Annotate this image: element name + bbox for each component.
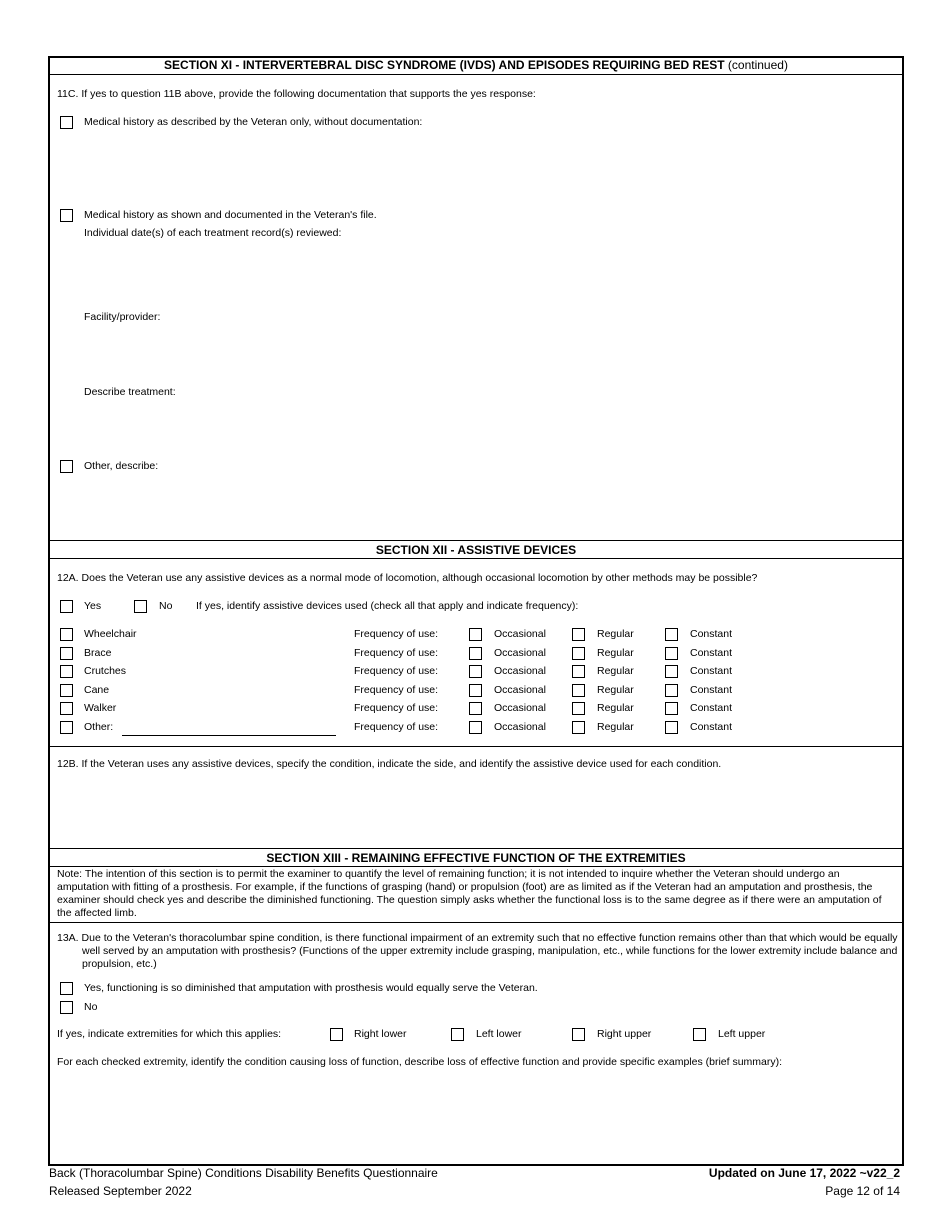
right-upper-label: Right upper <box>597 1028 652 1040</box>
documented-checkbox[interactable] <box>60 209 73 222</box>
device-label: Wheelchair <box>84 628 137 640</box>
facility-label: Facility/provider: <box>84 311 161 323</box>
left-lower-label: Left lower <box>476 1028 522 1040</box>
constant-label: Constant <box>690 665 733 677</box>
occasional-checkbox[interactable] <box>469 721 482 734</box>
left-upper-checkbox[interactable] <box>693 1028 706 1041</box>
no-checkbox[interactable] <box>134 600 147 613</box>
question-12a: 12A. Does the Veteran use any assistive devices as a normal mode of locomotion, although occasional locomotion by other methods may be possible? <box>57 572 758 584</box>
device-checkbox[interactable] <box>60 628 73 641</box>
page-number: Page 12 of 14 <box>825 1184 900 1198</box>
functioning-yes-checkbox[interactable] <box>60 982 73 995</box>
occasional-checkbox[interactable] <box>469 628 482 641</box>
device-checkbox[interactable] <box>60 647 73 660</box>
frequency-label: Frequency of use: <box>354 702 439 714</box>
left-lower-checkbox[interactable] <box>451 1028 464 1041</box>
regular-checkbox[interactable] <box>572 628 585 641</box>
occasional-checkbox[interactable] <box>469 684 482 697</box>
history-only-checkbox[interactable] <box>60 116 73 129</box>
form-title: Back (Thoracolumbar Spine) Conditions Disability Benefits Questionnaire <box>49 1166 438 1180</box>
frequency-label: Frequency of use: <box>354 684 439 696</box>
device-checkbox[interactable] <box>60 684 73 697</box>
device-label: Cane <box>84 684 110 696</box>
updated-date: Updated on June 17, 2022 ~v22_2 <box>708 1166 900 1180</box>
regular-checkbox[interactable] <box>572 684 585 697</box>
section-xiii-title: SECTION XIII - REMAINING EFFECTIVE FUNCTION OF THE EXTREMITIES <box>266 851 686 865</box>
right-upper-checkbox[interactable] <box>572 1028 585 1041</box>
constant-checkbox[interactable] <box>665 721 678 734</box>
no-label: No <box>159 600 173 612</box>
other-label: Other, describe: <box>84 460 159 472</box>
right-lower-checkbox[interactable] <box>330 1028 343 1041</box>
functioning-no-label: No <box>84 1001 98 1013</box>
constant-label: Constant <box>690 684 733 696</box>
divider <box>50 866 902 867</box>
yes-checkbox[interactable] <box>60 600 73 613</box>
constant-checkbox[interactable] <box>665 702 678 715</box>
constant-checkbox[interactable] <box>665 665 678 678</box>
section-xiii-note: Note: The intention of this section is to permit the examiner to quantify the level of remaining function; it is not intended to inquire whether the Veteran should undergo an amputation with fitting of a prosthesis. For example, if the functions of grasping (hand) or propulsion (foot) are as limited as if the Veteran had an amputation and prosthesis, the examiner should check yes and describe the diminished functioning. The question simply asks whether the functional loss is to the same degree as if there were an amputation of the affected limb. <box>57 868 882 919</box>
functioning-yes-label: Yes, functioning is so diminished that amputation with prosthesis would equally serve the Veteran. <box>84 982 538 994</box>
constant-checkbox[interactable] <box>665 647 678 660</box>
divider <box>50 922 902 923</box>
occasional-label: Occasional <box>494 721 546 733</box>
frequency-label: Frequency of use: <box>354 647 439 659</box>
regular-label: Regular <box>597 684 634 696</box>
each-checked-instructions: For each checked extremity, identify the condition causing loss of function, describe loss of effective function and provide specific examples (brief summary): <box>57 1056 783 1068</box>
left-upper-label: Left upper <box>718 1028 766 1040</box>
occasional-checkbox[interactable] <box>469 665 482 678</box>
frequency-label: Frequency of use: <box>354 628 439 640</box>
form-frame <box>48 56 904 1166</box>
constant-checkbox[interactable] <box>665 628 678 641</box>
occasional-label: Occasional <box>494 647 546 659</box>
documented-label: Medical history as shown and documented in the Veteran's file. <box>84 209 377 221</box>
regular-checkbox[interactable] <box>572 702 585 715</box>
divider <box>50 74 902 75</box>
occasional-label: Occasional <box>494 665 546 677</box>
extremities-label: If yes, indicate extremities for which this applies: <box>57 1028 282 1040</box>
divider <box>50 540 902 541</box>
other-device-input[interactable] <box>122 735 336 736</box>
device-checkbox[interactable] <box>60 721 73 734</box>
right-lower-label: Right lower <box>354 1028 407 1040</box>
divider <box>50 848 902 849</box>
section-xi-title: SECTION XI - INTERVERTEBRAL DISC SYNDROME (IVDS) AND EPISODES REQUIRING BED REST (continued) <box>164 58 788 72</box>
regular-label: Regular <box>597 628 634 640</box>
regular-checkbox[interactable] <box>572 647 585 660</box>
device-checkbox[interactable] <box>60 702 73 715</box>
yes-label: Yes <box>84 600 102 612</box>
section-xii-title: SECTION XII - ASSISTIVE DEVICES <box>375 543 577 557</box>
device-label: Other: <box>84 721 114 733</box>
constant-checkbox[interactable] <box>665 684 678 697</box>
history-only-label: Medical history as described by the Veteran only, without documentation: <box>84 116 423 128</box>
constant-label: Constant <box>690 628 733 640</box>
divider <box>50 558 902 559</box>
regular-checkbox[interactable] <box>572 721 585 734</box>
dates-label: Individual date(s) of each treatment record(s) reviewed: <box>84 227 342 239</box>
constant-label: Constant <box>690 721 733 733</box>
other-checkbox[interactable] <box>60 460 73 473</box>
regular-label: Regular <box>597 647 634 659</box>
regular-label: Regular <box>597 665 634 677</box>
regular-label: Regular <box>597 702 634 714</box>
question-12b: 12B. If the Veteran uses any assistive devices, specify the condition, indicate the side, and identify the assistive device used for each condition. <box>57 758 722 770</box>
occasional-label: Occasional <box>494 628 546 640</box>
regular-checkbox[interactable] <box>572 665 585 678</box>
device-label: Crutches <box>84 665 127 677</box>
functioning-no-checkbox[interactable] <box>60 1001 73 1014</box>
device-checkbox[interactable] <box>60 665 73 678</box>
question-13a: 13A. Due to the Veteran's thoracolumbar spine condition, is there functional impairment of an extremity such that no effective function remains other than that which would be equally well served by an amputation with prosthesis? (Functions of the upper extremity include grasping, manipulation, etc., while functions for the lower extremity include balance and propulsion, etc.) <box>57 932 898 970</box>
constant-label: Constant <box>690 702 733 714</box>
divider <box>50 746 902 747</box>
occasional-checkbox[interactable] <box>469 647 482 660</box>
frequency-label: Frequency of use: <box>354 721 439 733</box>
regular-label: Regular <box>597 721 634 733</box>
occasional-label: Occasional <box>494 684 546 696</box>
constant-label: Constant <box>690 647 733 659</box>
question-11c: 11C. If yes to question 11B above, provide the following documentation that supports the yes response: <box>57 88 536 100</box>
release-date: Released September 2022 <box>49 1184 192 1198</box>
treatment-label: Describe treatment: <box>84 386 176 398</box>
if-yes-instructions: If yes, identify assistive devices used (check all that apply and indicate frequency): <box>196 600 579 612</box>
frequency-label: Frequency of use: <box>354 665 439 677</box>
device-label: Brace <box>84 647 112 659</box>
device-label: Walker <box>84 702 117 714</box>
occasional-checkbox[interactable] <box>469 702 482 715</box>
occasional-label: Occasional <box>494 702 546 714</box>
